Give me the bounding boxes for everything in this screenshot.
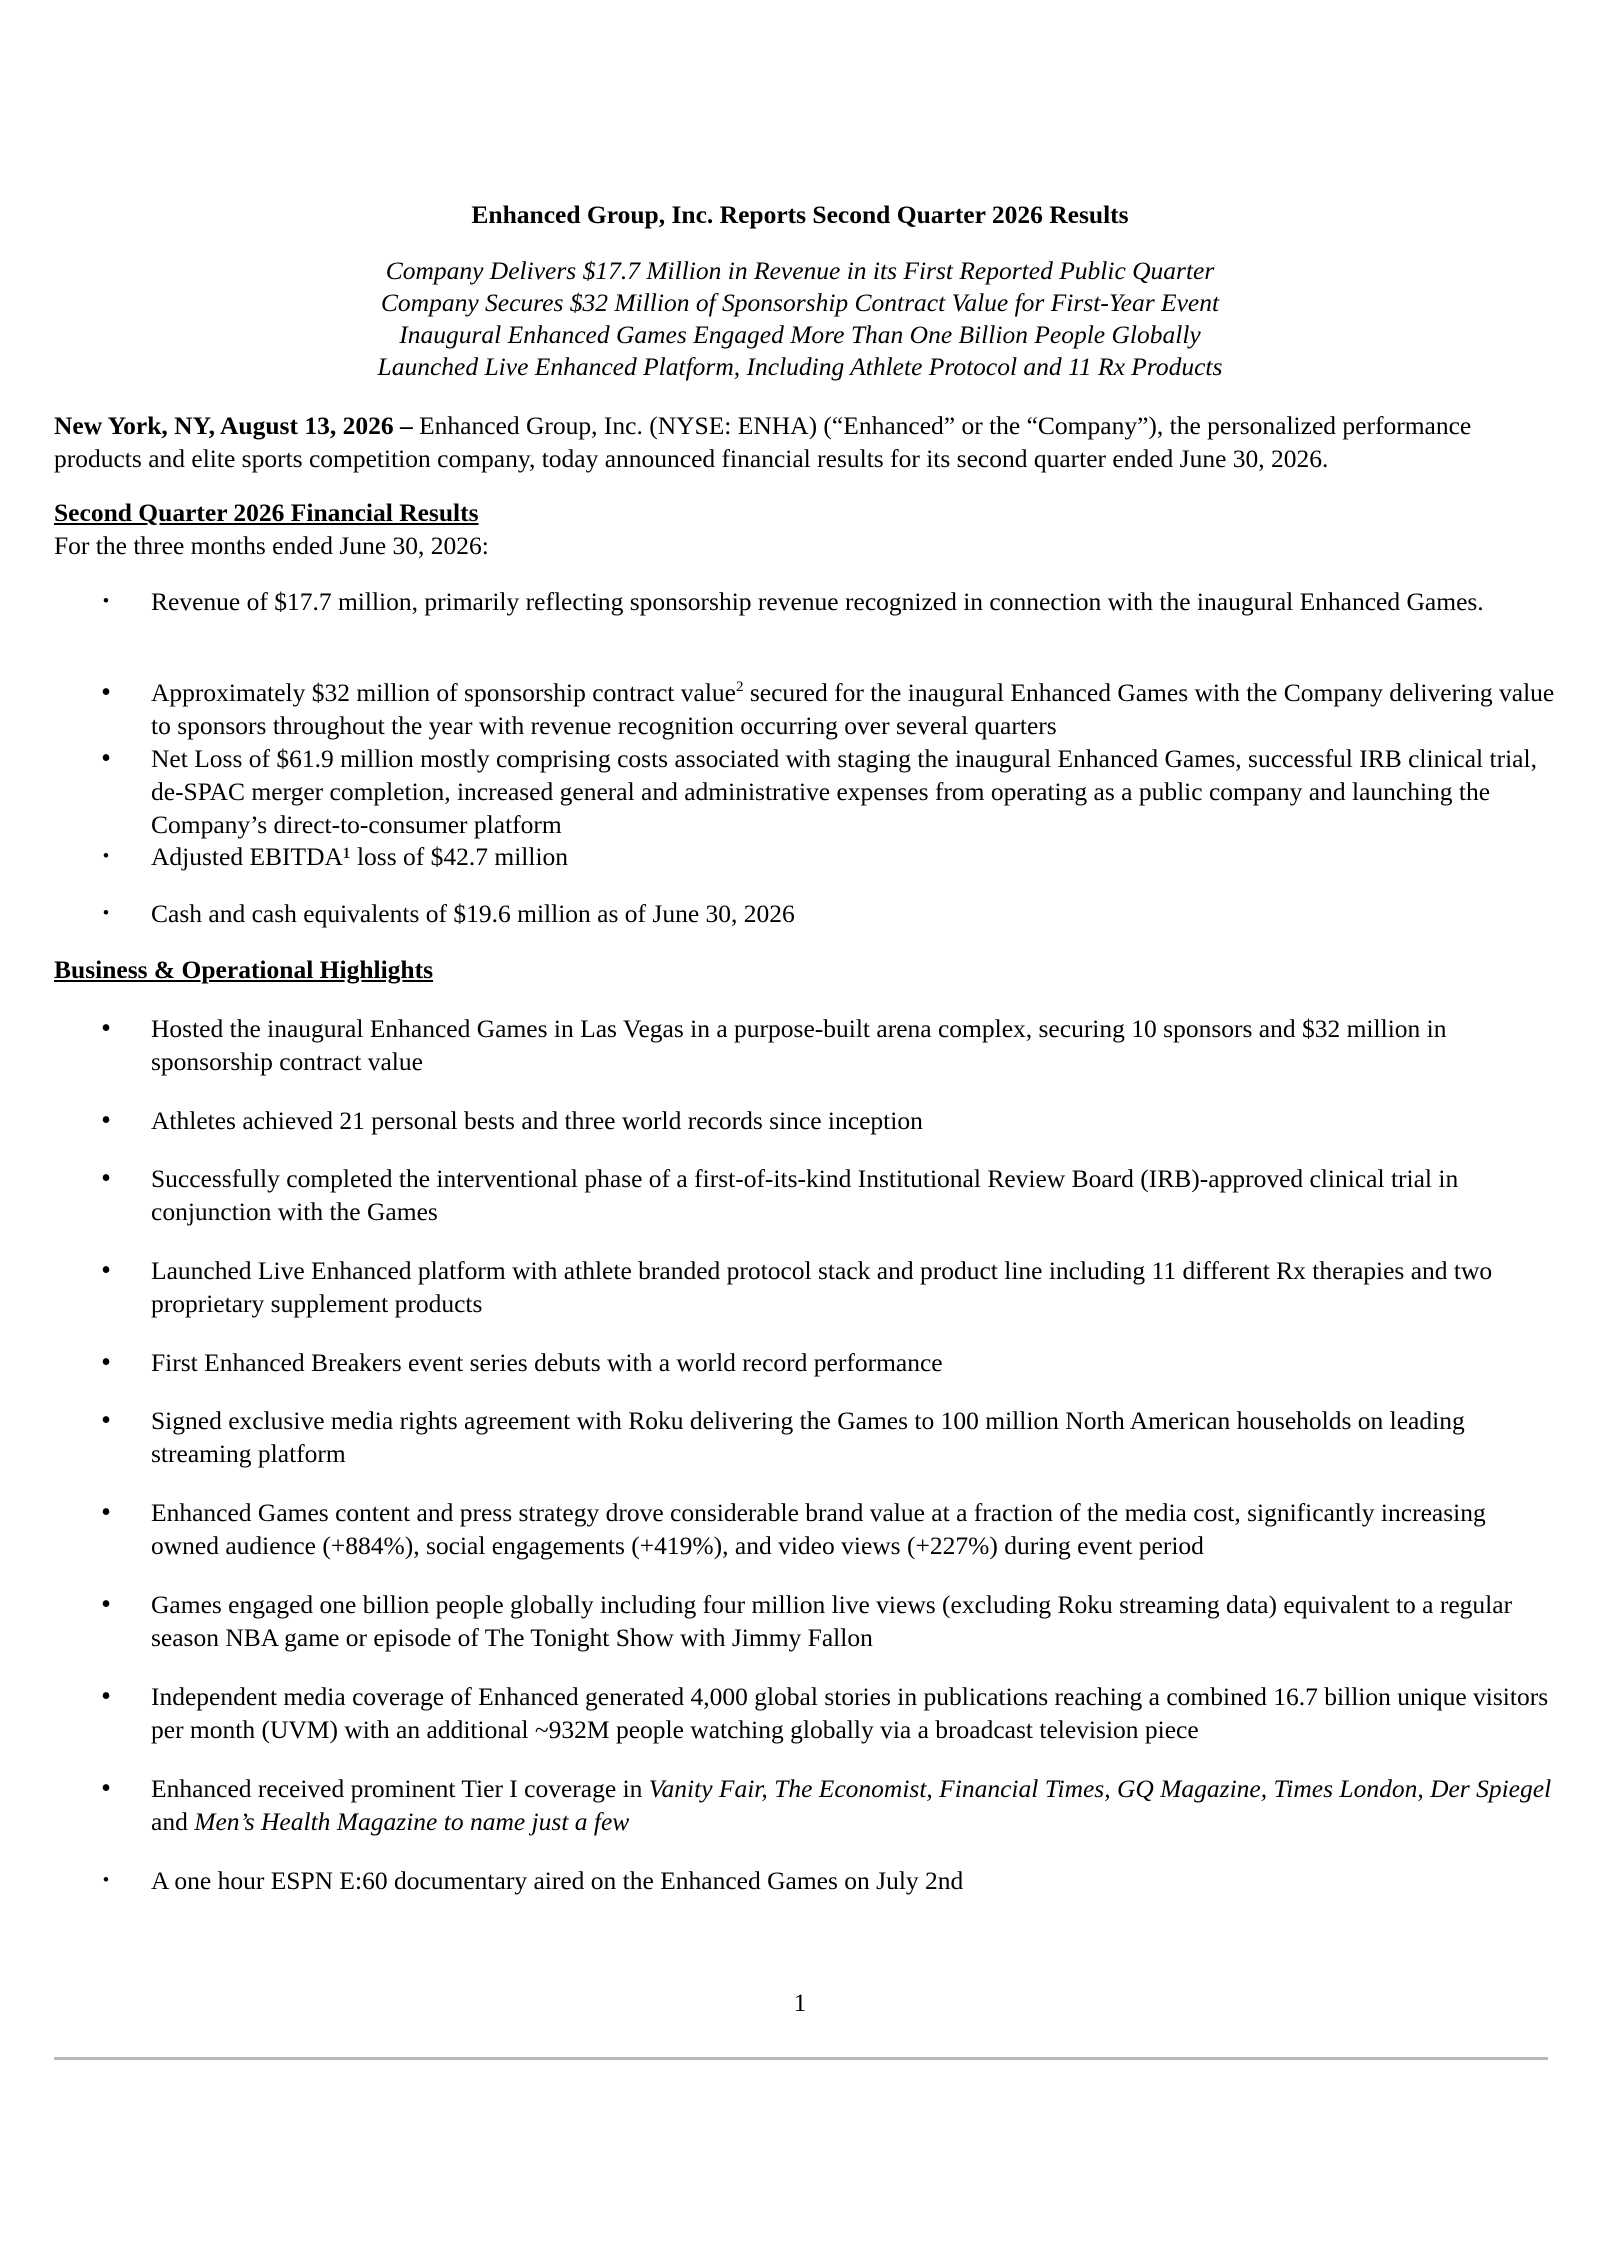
- bullet-icon: •: [101, 1255, 111, 1286]
- page-number: 1: [793, 1988, 807, 2017]
- dateline: New York, NY, August 13, 2026 –: [54, 411, 413, 440]
- list-item-text: Enhanced Games content and press strategy drove considerable brand value at a fraction of the media cost, significantly increasing owned audience (+884%), social engagements (+419%), and video views (+227%) during event period: [151, 1498, 1486, 1560]
- subheadline: Company Delivers $17.7 Million in Revenue in its First Reported Public Quarter: [385, 256, 1215, 285]
- publication-names: Vanity Fair, The Economist, Financial Times, GQ Magazine, Times London, Der Spiegel: [648, 1774, 1552, 1803]
- bullet-icon: •: [102, 903, 110, 924]
- list-item-text: Launched Live Enhanced platform with athlete branded protocol stack and product line including 11 different Rx therapies and two proprietary supplement products: [151, 1256, 1493, 1318]
- list-item-text: Hosted the inaugural Enhanced Games in Las Vegas in a purpose-built arena complex, securing 10 sponsors and $32 million in sponsorship contract value: [151, 1014, 1447, 1076]
- bullet-icon: •: [101, 1589, 111, 1620]
- list-item-text: Adjusted EBITDA¹ loss of $42.7 million: [151, 842, 569, 871]
- financial-results-lead: For the three months ended June 30, 2026:: [54, 531, 489, 560]
- footnote-marker: 2: [735, 678, 744, 695]
- highlights-heading: Business & Operational Highlights: [54, 955, 434, 984]
- list-item-text: A one hour ESPN E:60 documentary aired on the Enhanced Games on July 2nd: [151, 1866, 964, 1895]
- bullet-icon: •: [102, 591, 110, 612]
- intro-paragraph: [54, 409, 1554, 475]
- publication-names: Men’s Health Magazine to name just a few: [194, 1807, 630, 1836]
- subheadline: Inaugural Enhanced Games Engaged More Than One Billion People Globally: [399, 320, 1201, 349]
- list-item-text: Games engaged one billion people globally including four million live views (excluding Roku streaming data) equivalent to a regular season NBA game or episode of The Tonight Show with Jimmy Fallon: [151, 1590, 1513, 1652]
- bullet-icon: •: [101, 743, 111, 774]
- bullet-icon: •: [102, 1870, 110, 1891]
- bullet-icon: •: [101, 1163, 111, 1194]
- bullet-icon: •: [101, 1013, 111, 1044]
- list-item-text: Independent media coverage of Enhanced generated 4,000 global stories in publications reaching a combined 16.7 billion unique visitors per month (UVM) with an additional ~932M people watching globally via a broadcast television piece: [151, 1682, 1549, 1744]
- page-divider: [54, 2057, 1548, 2060]
- list-item-text: Revenue of $17.7 million, primarily reflecting sponsorship revenue recognized in connection with the inaugural Enhanced Games.: [151, 587, 1484, 616]
- list-item-text: Approximately $32 million of sponsorship contract value$^2$ secured for the inaugural Enhanced Games with the Company delivering value to sponsors throughout the year with revenue recognition occurring over several quarters: [151, 678, 1555, 740]
- subheadline-block: [0, 255, 1600, 383]
- press-release-headline: Enhanced Group, Inc. Reports Second Quarter 2026 Results: [471, 200, 1129, 229]
- bullet-icon: •: [101, 1497, 111, 1528]
- bullet-icon: •: [101, 677, 111, 708]
- bullet-icon: •: [102, 846, 110, 867]
- list-item-text: Cash and cash equivalents of $19.6 million as of June 30, 2026: [151, 899, 795, 928]
- bullet-icon: •: [101, 1347, 111, 1378]
- bullet-icon: •: [101, 1105, 111, 1136]
- bullet-icon: •: [101, 1773, 111, 1804]
- financial-results-heading: Second Quarter 2026 Financial Results: [54, 498, 479, 527]
- bullet-icon: •: [101, 1405, 111, 1436]
- list-item-text: Net Loss of $61.9 million mostly comprising costs associated with staging the inaugural Enhanced Games, successful IRB clinical trial, de-SPAC merger completion, increased general and administrative expenses from operating as a public company and launching the Company’s direct-to-consumer platform: [151, 744, 1537, 839]
- list-item-text: Signed exclusive media rights agreement with Roku delivering the Games to 100 million North American households on leading streaming platform: [151, 1406, 1465, 1468]
- intro-text: Enhanced Group, Inc. (NYSE: ENHA) (“Enhanced” or the “Company”), the personalized performance products and elite sports competition company, today announced financial results for its second quarter ended June 30, 2026.: [54, 411, 1472, 473]
- bullet-icon: •: [101, 1681, 111, 1712]
- list-item-text: Athletes achieved 21 personal bests and three world records since inception: [151, 1106, 923, 1135]
- list-item-text: Enhanced received prominent Tier I coverage in Vanity Fair, The Economist, Financial Times, GQ Magazine, Times London, Der Spiegel and Men’s Health Magazine to name just a few: [151, 1774, 1552, 1836]
- list-item-text: First Enhanced Breakers event series debuts with a world record performance: [151, 1348, 943, 1377]
- list-item-text: Successfully completed the interventional phase of a first-of-its-kind Institutional Review Board (IRB)-approved clinical trial in conjunction with the Games: [151, 1164, 1459, 1226]
- subheadline: Company Secures $32 Million of Sponsorship Contract Value for First-Year Event: [380, 288, 1220, 317]
- subheadline: Launched Live Enhanced Platform, Including Athlete Protocol and 11 Rx Products: [377, 352, 1223, 381]
